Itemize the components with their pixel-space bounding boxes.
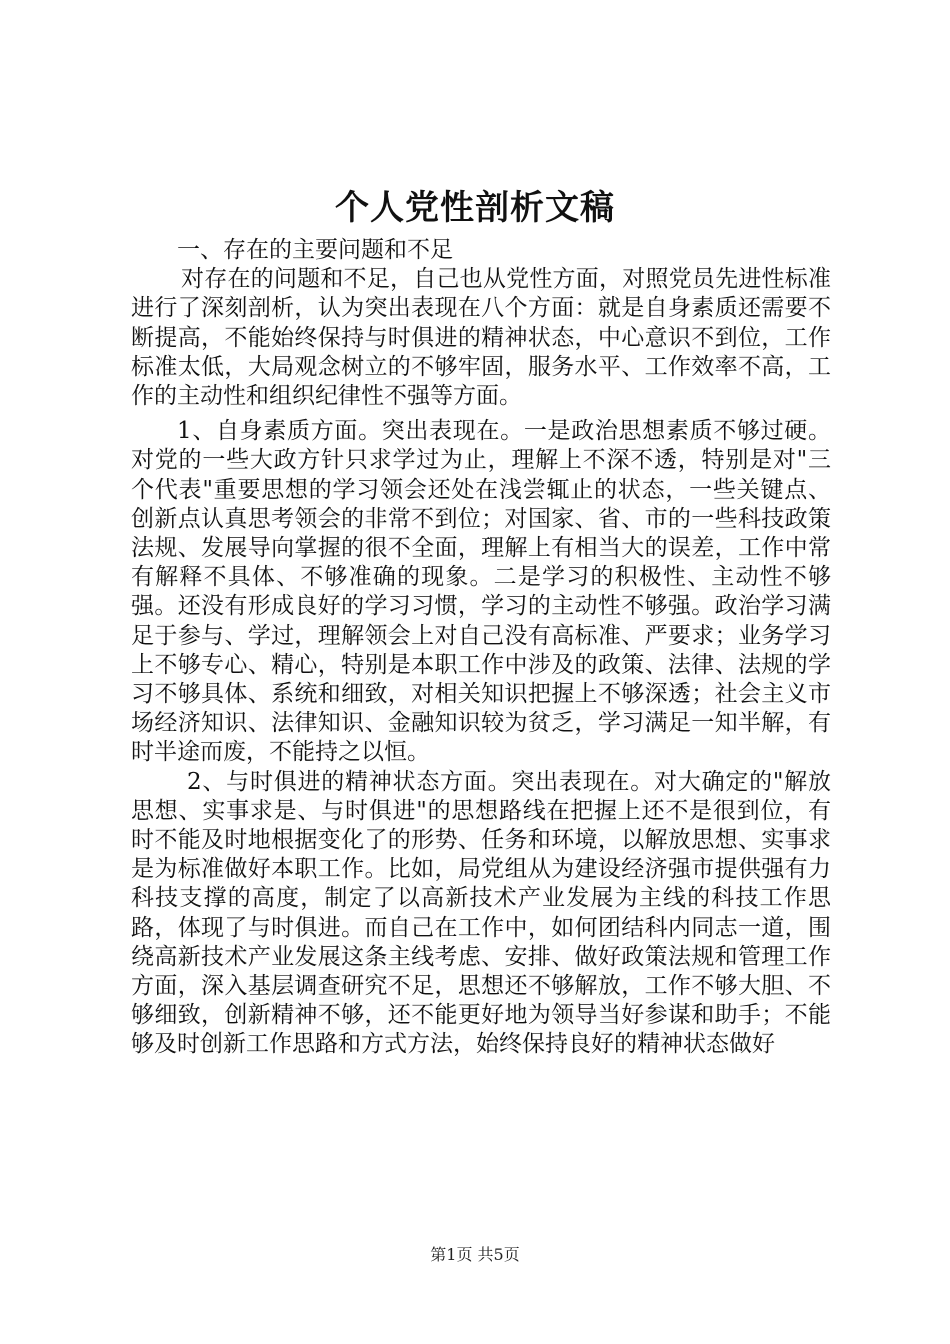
paragraph-self-quality: 1、自身素质方面。突出表现在。一是政治思想素质不够过硬。对党的一些大政方针只求学过为止，理解上不深不透，特别是对"三个代表"重要思想的学习领会还处在浅尝辄止的状态，一些关键点、创新点认真思考领会的非常不到位；对国家、省、市的一些科技政策法规、发展导向掌握的很不全面，理解上有相当大的误差，工作中常有解释不具体、不够准确的现象。二是学习的积极性、主动性不够强。还没有形成良好的学习习惯，学习的主动性不够强。政治学习满足于参与、学过，理解领会上对自己没有高标准、严要求；业务学习上不够专心、精心，特别是本职工作中涉及的政策、法律、法规的学习不够具体、系统和细致，对相关知识把握上不够深透；社会主义市场经济知识、法律知识、金融知识较为贫乏，学习满足一知半解，有时半途而废，不能持之以恒。 xyxy=(131,418,831,766)
paragraph-spirit-state: 2、与时俱进的精神状态方面。突出表现在。对大确定的"解放思想、实事求是、与时俱进"的思想路线在把握上还不是很到位，有时不能及时地根据变化了的形势、任务和环境，以解放思想、实事求是为标准做好本职工作。比如，局党组从为建设经济强市提供强有力科技支撑的高度，制定了以高新技术产业发展为主线的科技工作思路，体现了与时俱进。而自己在工作中，如何团结科内同志一道，围绕高新技术产业发展这条主线考虑、安排、做好政策法规和管理工作方面，深入基层调查研究不足，思想还不够解放，工作不够大胆、不够细致，创新精神不够，还不能更好地为领导当好参谋和助手；不能够及时创新工作思路和方式方法，始终保持良好的精神状态做好 xyxy=(131,768,831,1058)
page-footer: 第1页 共5页 xyxy=(430,1245,520,1264)
document-body xyxy=(131,236,831,1060)
intro-paragraph: 对存在的问题和不足，自己也从党性方面，对照党员先进性标准进行了深刻剖析，认为突出表现在八个方面：就是自身素质还需要不断提高，不能始终保持与时俱进的精神状态，中心意识不到位，工作标准太低，大局观念树立的不够牢固，服务水平、工作效率不高，工作的主动性和组织纪律性不强等方面。 xyxy=(131,266,831,410)
document-title: 个人党性剖析文稿 xyxy=(335,188,615,228)
section-heading: 一、存在的主要问题和不足 xyxy=(177,237,453,263)
